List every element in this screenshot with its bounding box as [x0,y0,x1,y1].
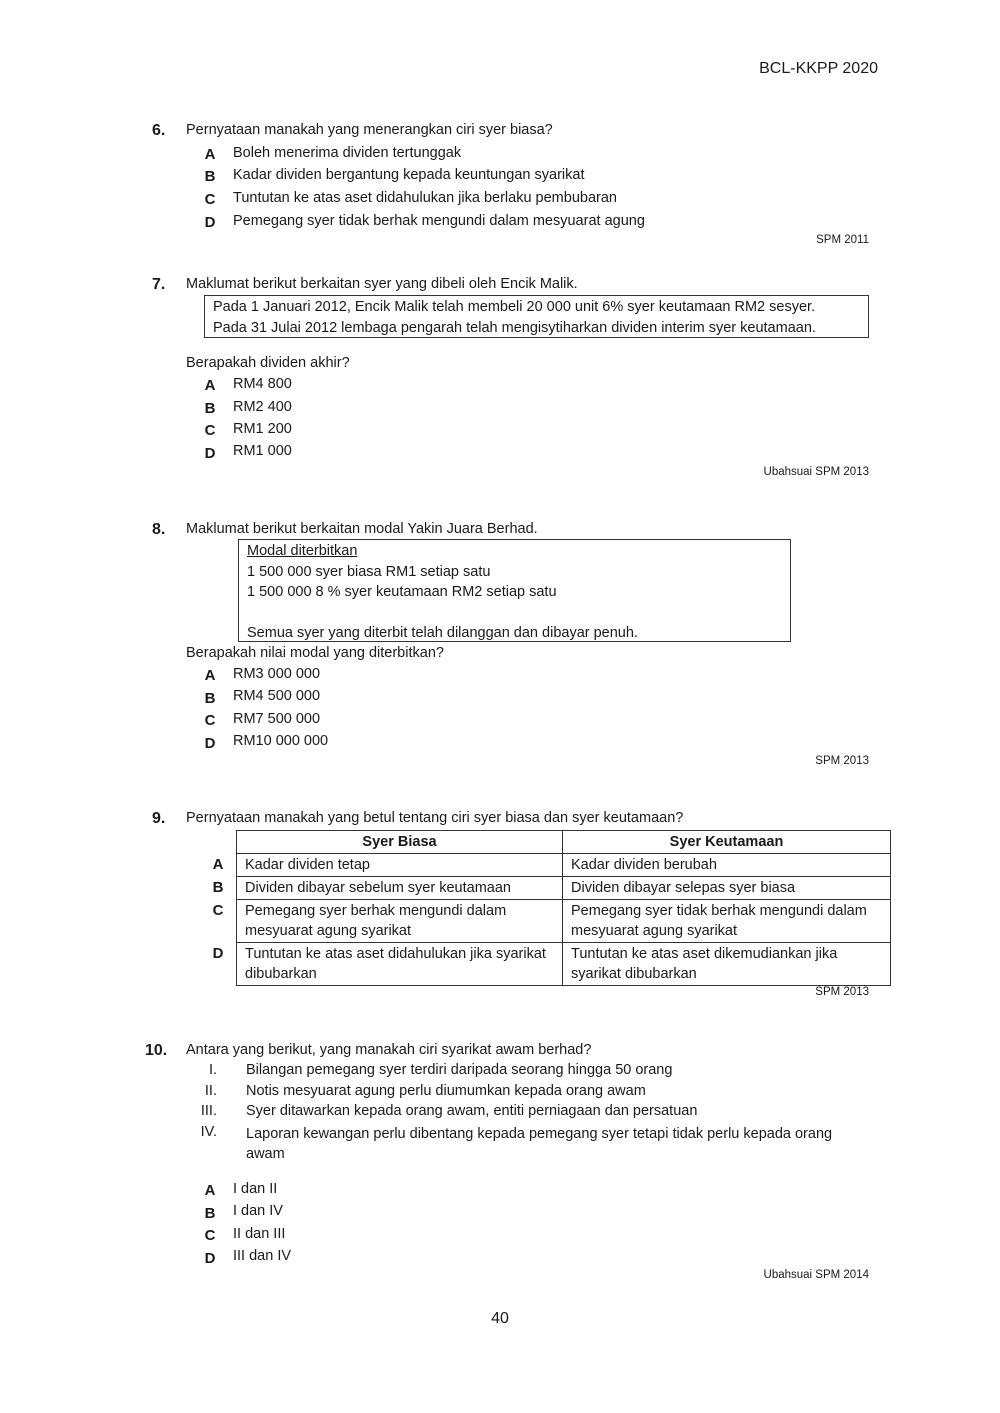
info-line: Pada 1 Januari 2012, Encik Malik telah membeli 20 000 unit 6% syer keutamaan RM2 sesyer. [213,299,816,315]
table-header-row [200,831,891,854]
table-row[interactable] [200,854,891,877]
source-label: Ubahsuai SPM 2013 [763,466,869,478]
option-letter: C [204,1227,216,1244]
option-letter: A [204,1182,216,1199]
source-label: SPM 2013 [815,986,869,998]
option-d[interactable]: RM1 000 [233,443,292,459]
statement: Notis mesyuarat agung perlu diumumkan kepada orang awam [246,1083,646,1099]
option-letter: D [204,735,216,752]
option-letter: D [204,1250,216,1267]
statement-number: I. [208,1062,217,1078]
info-line: Pada 31 Julai 2012 lembaga pengarah telah mengisytiharkan dividen interim syer keutamaan. [213,319,816,336]
row-letter: C [200,900,237,943]
option-b[interactable]: RM2 400 [233,399,292,415]
question-text: Pernyataan manakah yang menerangkan ciri syer biasa? [186,122,553,138]
option-b[interactable]: RM4 500 000 [233,688,321,704]
option-c[interactable]: RM7 500 000 [233,711,321,727]
option-letter: D [204,445,216,462]
info-line: 1 500 000 8 % syer keutamaan RM2 setiap satu [247,584,557,600]
cell-biasa: Kadar dividen tetap [237,854,563,877]
comparison-table [200,830,891,986]
row-letter: A [200,854,237,877]
question-text: Maklumat berikut berkaitan syer yang dibeli oleh Encik Malik. [186,276,578,292]
option-a[interactable]: RM4 800 [233,376,292,392]
info-box [204,295,869,338]
option-d[interactable]: III dan IV [233,1248,292,1264]
cell-keutamaan: Dividen dibayar selepas syer biasa [563,877,891,900]
question-text: Antara yang berikut, yang manakah ciri syarikat awam berhad? [186,1042,592,1058]
option-letter: C [204,191,216,208]
option-a[interactable]: RM3 000 000 [233,666,321,682]
table-row[interactable] [200,877,891,900]
capital-info-box [238,539,791,642]
sub-question: Berapakah dividen akhir? [186,355,350,371]
option-letter: D [204,214,216,231]
page-header: BCL-KKPP 2020 [759,60,878,77]
option-letter: A [204,667,216,684]
option-d[interactable]: RM10 000 000 [233,733,329,749]
statement-number: IV. [200,1124,217,1140]
source-label: SPM 2011 [816,234,869,246]
sub-question: Berapakah nilai modal yang diterbitkan? [186,645,444,661]
option-letter: B [204,690,216,707]
question-text: Maklumat berikut berkaitan modal Yakin Juara Berhad. [186,521,538,537]
cell-biasa: Dividen dibayar sebelum syer keutamaan [237,877,563,900]
row-letter: B [200,877,237,900]
statement: Bilangan pemegang syer terdiri daripada seorang hingga 50 orang [246,1062,673,1078]
option-a[interactable]: Boleh menerima dividen tertunggak [233,145,462,161]
column-header: Syer Keutamaan [563,831,891,854]
statement: Syer ditawarkan kepada orang awam, entiti perniagaan dan persatuan [246,1103,698,1119]
option-c[interactable]: II dan III [233,1226,286,1242]
option-letter: B [204,400,216,417]
statement-number: III. [200,1103,217,1119]
option-letter: C [204,712,216,729]
statement: Laporan kewangan perlu dibentang kepada pemegang syer tetapi tidak perlu kepada orang awam [246,1126,833,1162]
option-a[interactable]: I dan II [233,1181,278,1197]
question-number: 7. [152,276,166,293]
page-number: 40 [491,1310,509,1327]
question-number: 9. [152,810,166,827]
cell-biasa: Pemegang syer berhak mengundi dalam mesyuarat agung syarikat [237,900,563,943]
column-header: Syer Biasa [237,831,563,854]
question-number: 8. [152,521,166,538]
table-row[interactable] [200,900,891,943]
question-number: 10. [145,1042,168,1059]
option-letter: A [204,377,216,394]
source-label: Ubahsuai SPM 2014 [763,1269,869,1281]
option-letter: C [204,422,216,439]
option-letter: B [204,1205,216,1222]
cell-keutamaan: Kadar dividen berubah [563,854,891,877]
statement-number: II. [204,1083,217,1099]
option-b[interactable]: I dan IV [233,1203,283,1219]
option-d[interactable]: Pemegang syer tidak berhak mengundi dalam mesyuarat agung [233,213,645,229]
cell-biasa: Tuntutan ke atas aset didahulukan jika syarikat dibubarkan [237,943,563,986]
box-heading: Modal diterbitkan [247,543,358,559]
cell-keutamaan: Tuntutan ke atas aset dikemudiankan jika syarikat dibubarkan [563,943,891,986]
option-letter: A [204,146,216,163]
option-letter: B [204,168,216,185]
option-c[interactable]: RM1 200 [233,421,292,437]
table-row[interactable] [200,943,891,986]
cell-keutamaan: Pemegang syer tidak berhak mengundi dalam mesyuarat agung syarikat [563,900,891,943]
info-line: Semua syer yang diterbit telah dilanggan dan dibayar penuh. [247,624,638,641]
info-line: 1 500 000 syer biasa RM1 setiap satu [247,563,491,580]
source-label: SPM 2013 [815,755,869,767]
question-number: 6. [152,122,166,139]
question-text: Pernyataan manakah yang betul tentang ciri syer biasa dan syer keutamaan? [186,810,684,826]
option-b[interactable]: Kadar dividen bergantung kepada keuntungan syarikat [233,167,585,183]
row-letter: D [200,943,237,986]
option-c[interactable]: Tuntutan ke atas aset didahulukan jika berlaku pembubaran [233,190,617,206]
